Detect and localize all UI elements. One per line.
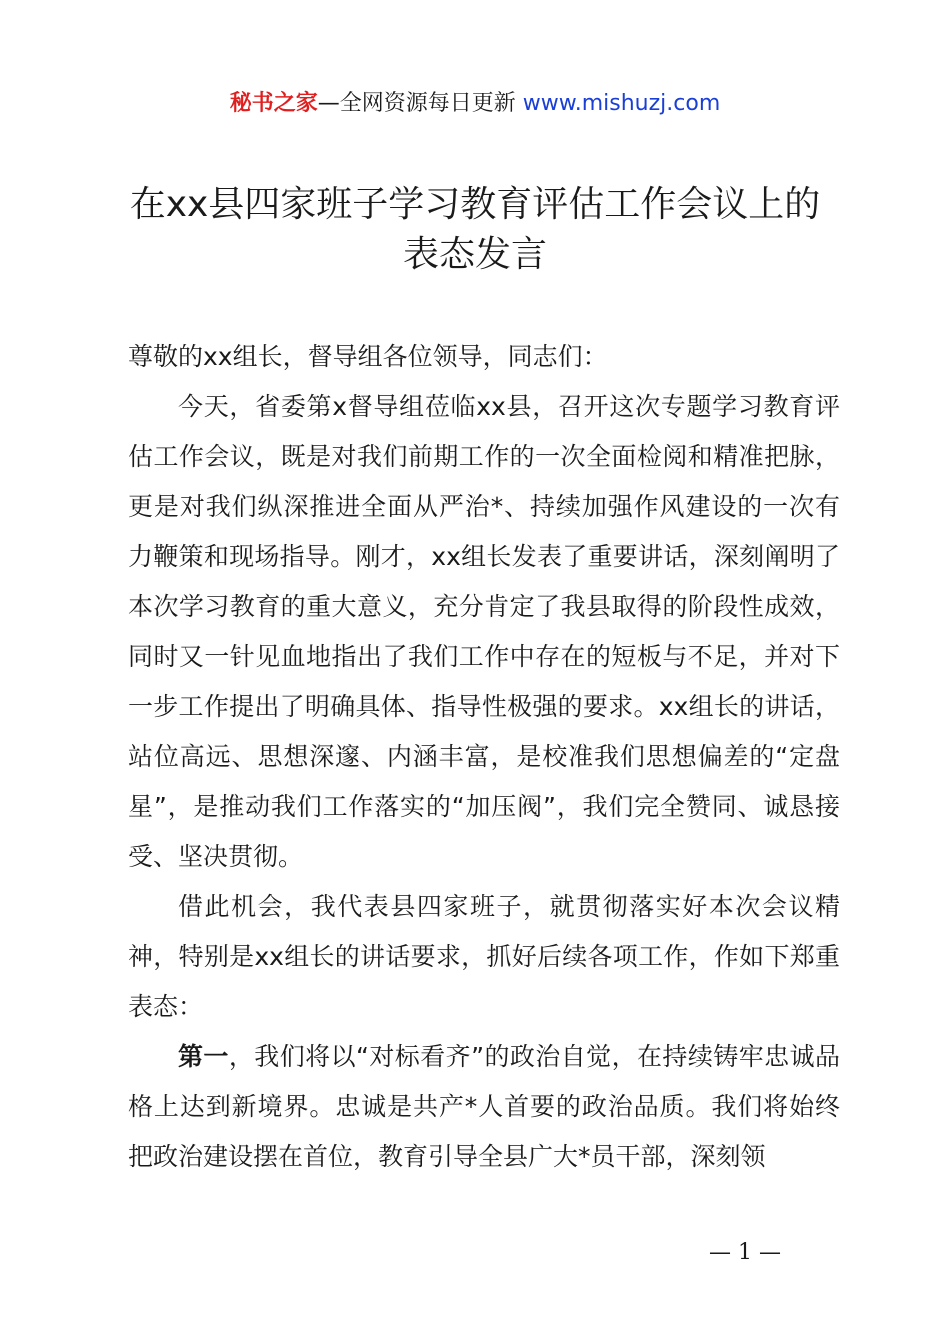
paragraph-3-text: ，我们将以“对标看齐”的政治自觉，在持续铸牢忠诚品格上达到新境界。忠诚是共产*人首要的政治品质。我们将始终把政治建设摆在首位，教育引导全县广大*员干部，深刻领 [128,1042,840,1171]
paragraph-3 [128,1032,840,1182]
paragraph-2: 借此机会，我代表县四家班子，就贯彻落实好本次会议精神，特别是xx组长的讲话要求，抓好后续各项工作，作如下郑重表态： [128,892,840,1021]
site-url-link[interactable]: www.mishuzj.com [522,91,721,116]
title-line-1: 在xx县四家班子学习教育评估工作会议上的 [129,184,821,225]
document-title [0,180,950,280]
title-line-2: 表态发言 [402,234,547,275]
brand-name: 秘书之家 [229,91,318,116]
page-number: — 1 — [709,1240,781,1265]
paragraph-1: 今天，省委第x督导组莅临xx县，召开这次专题学习教育评估工作会议，既是对我们前期工作的一次全面检阅和精准把脉，更是对我们纵深推进全面从严治*、持续加强作风建设的一次有力鞭策和现场指导。刚才，xx组长发表了重要讲话，深刻阐明了本次学习教育的重大意义，充分肯定了我县取得的阶段性成效，同时又一针见血地指出了我们工作中存在的短板与不足，并对下一步工作提出了明确具体、指导性极强的要求。xx组长的讲话，站位高远、思想深邃、内涵丰富，是校准我们思想偏差的“定盘星”，是推动我们工作落实的“加压阀”，我们完全赞同、诚恳接受、坚决贯彻。 [128,392,840,871]
site-header [0,88,950,120]
salutation: 尊敬的xx组长，督导组各位领导，同志们： [128,342,608,371]
header-slogan: —全网资源每日更新 [317,91,523,116]
paragraph-3-lead: 第一 [178,1042,229,1071]
document-body [128,332,840,1182]
